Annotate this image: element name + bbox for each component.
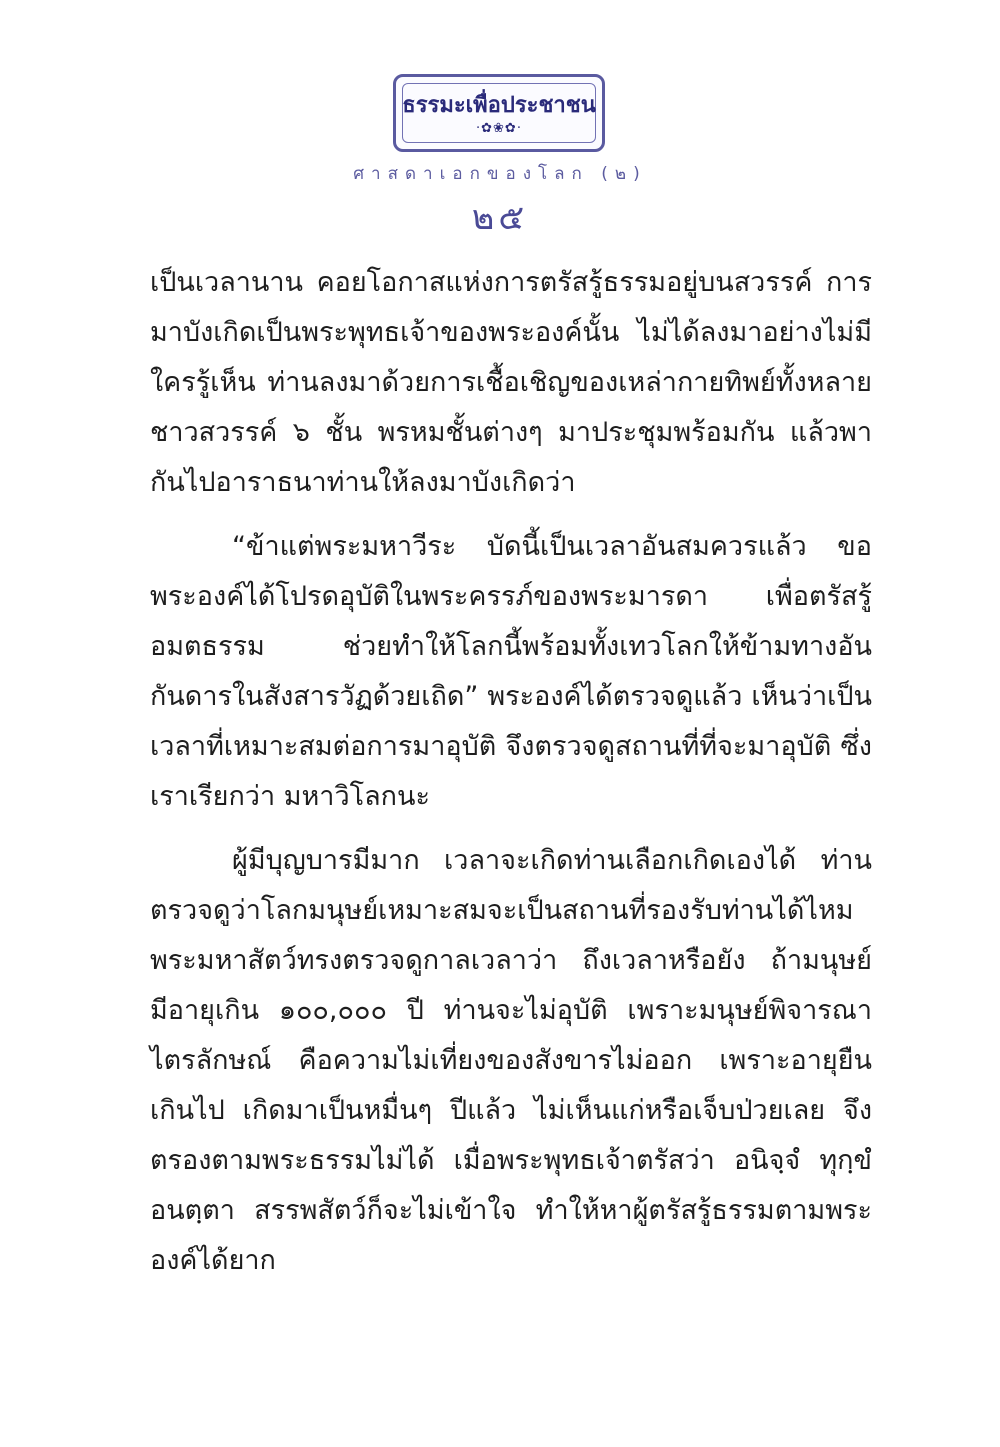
paragraph-1: เป็นเวลานาน คอยโอกาสแห่งการตรัสรู้ธรรมอยู่บนสวรรค์ การมาบังเกิดเป็นพระพุทธเจ้าของพระองค์นั้น ไม่ได้ลงมาอย่างไม่มีใครรู้เห็น ท่านลงมาด้วยการเชื้อเชิญของเหล่ากายทิพย์ทั้งหลาย ชาวสวรรค์ ๖ ชั้น พรหมชั้นต่างๆ มาประชุมพร้อมกัน แล้วพากันไปอาราธนาท่านให้ลงมาบังเกิดว่า [150,267,872,498]
logo-ornament-icon: ·✿❀✿· [476,121,522,136]
paragraph-3: ผู้มีบุญบารมีมาก เวลาจะเกิดท่านเลือกเกิดเองได้ ท่านตรวจดูว่าโลกมนุษย์เหมาะสมจะเป็นสถานที่รองรับท่านได้ไหม พระมหาสัตว์ทรงตรวจดูกาลเวลาว่า ถึงเวลาหรือยัง ถ้ามนุษย์มีอายุเกิน ๑๐๐,๐๐๐ ปี ท่านจะไม่อุบัติ เพราะมนุษย์พิจารณาไตรลักษณ์ คือความไม่เที่ยงของสังขารไม่ออก เพราะอายุยืนเกินไป เกิดมาเป็นหมื่นๆ ปีแล้ว ไม่เห็นแก่หรือเจ็บป่วยเลย จึงตรองตามพระธรรมไม่ได้ เมื่อพระพุทธเจ้าตรัสว่า อนิจฺจํ ทุกฺขํ อนตฺตา สรรพสัตว์ก็จะไม่เข้าใจ ทำให้หาผู้ตรัสรู้ธรรมตามพระองค์ได้ยาก [150,845,872,1276]
body-text [150,258,872,1286]
publisher-logo [393,74,605,152]
logo-text: ธรรมะเพื่อประชาชน [402,92,596,118]
paragraph-2: “ข้าแต่พระมหาวีระ บัดนี้เป็นเวลาอันสมควรแล้ว ขอพระองค์ได้โปรดอุบัติในพระครรภ์ของพระมารดา เพื่อตรัสรู้อมตธรรม ช่วยทำให้โลกนี้พร้อมทั้งเทวโลกให้ข้ามทางอันกันดารในสังสารวัฏด้วยเถิด” พระองค์ได้ตรวจดูแล้ว เห็นว่าเป็นเวลาที่เหมาะสมต่อการมาอุบัติ จึงตรวจดูสถานที่ที่จะมาอุบัติ ซึ่งเราเรียกว่า มหาวิโลกนะ [150,531,872,812]
book-title: ศาสดาเอกของโลก (๒) [353,164,647,184]
page-number: ๒๕ [471,198,529,238]
